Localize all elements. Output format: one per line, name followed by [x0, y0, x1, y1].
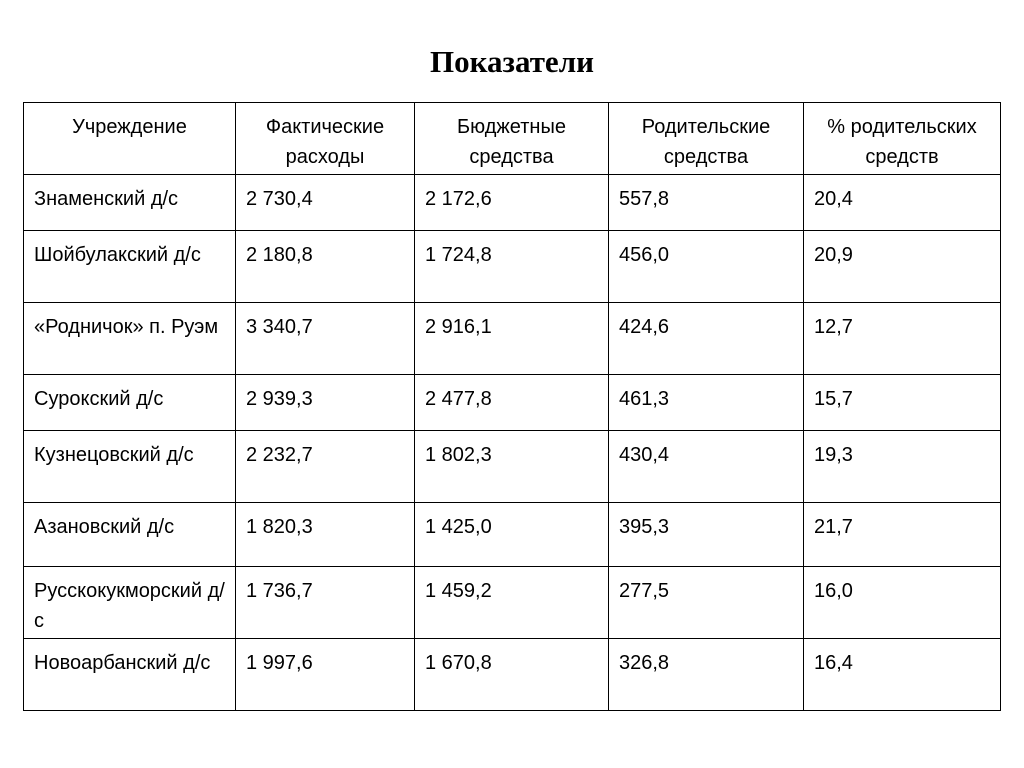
cell-budget-funds: 1 724,8: [415, 231, 609, 303]
cell-parental-percent: 15,7: [804, 375, 1001, 431]
table-row: [24, 639, 1001, 711]
table-row: [24, 431, 1001, 503]
cell-parental-funds: 456,0: [609, 231, 804, 303]
header-budget-funds: Бюджетные средства: [415, 103, 609, 175]
cell-actual-expenses: 2 180,8: [236, 231, 415, 303]
table-row: [24, 175, 1001, 231]
cell-institution: Новоарбанский д/с: [24, 639, 236, 711]
cell-parental-funds: 461,3: [609, 375, 804, 431]
page-title: Показатели: [430, 44, 594, 79]
cell-parental-funds: 395,3: [609, 503, 804, 567]
table-row: [24, 303, 1001, 375]
cell-budget-funds: 2 916,1: [415, 303, 609, 375]
cell-actual-expenses: 3 340,7: [236, 303, 415, 375]
cell-budget-funds: 1 670,8: [415, 639, 609, 711]
cell-budget-funds: 2 477,8: [415, 375, 609, 431]
cell-parental-percent: 21,7: [804, 503, 1001, 567]
table-row: [24, 567, 1001, 639]
header-parental-percent: % родительских средств: [804, 103, 1001, 175]
cell-parental-funds: 430,4: [609, 431, 804, 503]
cell-parental-percent: 16,0: [804, 567, 1001, 639]
cell-parental-funds: 326,8: [609, 639, 804, 711]
cell-actual-expenses: 2 939,3: [236, 375, 415, 431]
cell-budget-funds: 2 172,6: [415, 175, 609, 231]
cell-parental-percent: 19,3: [804, 431, 1001, 503]
cell-parental-funds: 557,8: [609, 175, 804, 231]
cell-parental-percent: 12,7: [804, 303, 1001, 375]
cell-budget-funds: 1 425,0: [415, 503, 609, 567]
cell-actual-expenses: 1 736,7: [236, 567, 415, 639]
header-parental-funds: Родительские средства: [609, 103, 804, 175]
cell-institution: Сурокский д/с: [24, 375, 236, 431]
cell-actual-expenses: 1 997,6: [236, 639, 415, 711]
table-row: [24, 375, 1001, 431]
table-row: [24, 231, 1001, 303]
indicators-table: [23, 102, 1001, 711]
table-header-row: [24, 103, 1001, 175]
cell-actual-expenses: 2 730,4: [236, 175, 415, 231]
cell-parental-percent: 20,9: [804, 231, 1001, 303]
cell-institution: Шойбулакский д/с: [24, 231, 236, 303]
cell-institution: Азановский д/с: [24, 503, 236, 567]
cell-parental-percent: 20,4: [804, 175, 1001, 231]
header-institution: Учреждение: [24, 103, 236, 175]
cell-budget-funds: 1 459,2: [415, 567, 609, 639]
cell-parental-funds: 277,5: [609, 567, 804, 639]
cell-institution: Русскокукморский д/с: [24, 567, 236, 639]
cell-institution: Знаменский д/с: [24, 175, 236, 231]
cell-institution: Кузнецовский д/с: [24, 431, 236, 503]
cell-parental-percent: 16,4: [804, 639, 1001, 711]
cell-budget-funds: 1 802,3: [415, 431, 609, 503]
table-row: [24, 503, 1001, 567]
cell-actual-expenses: 1 820,3: [236, 503, 415, 567]
cell-institution: «Родничок» п. Руэм: [24, 303, 236, 375]
cell-actual-expenses: 2 232,7: [236, 431, 415, 503]
cell-parental-funds: 424,6: [609, 303, 804, 375]
header-actual-expenses: Фактические расходы: [236, 103, 415, 175]
